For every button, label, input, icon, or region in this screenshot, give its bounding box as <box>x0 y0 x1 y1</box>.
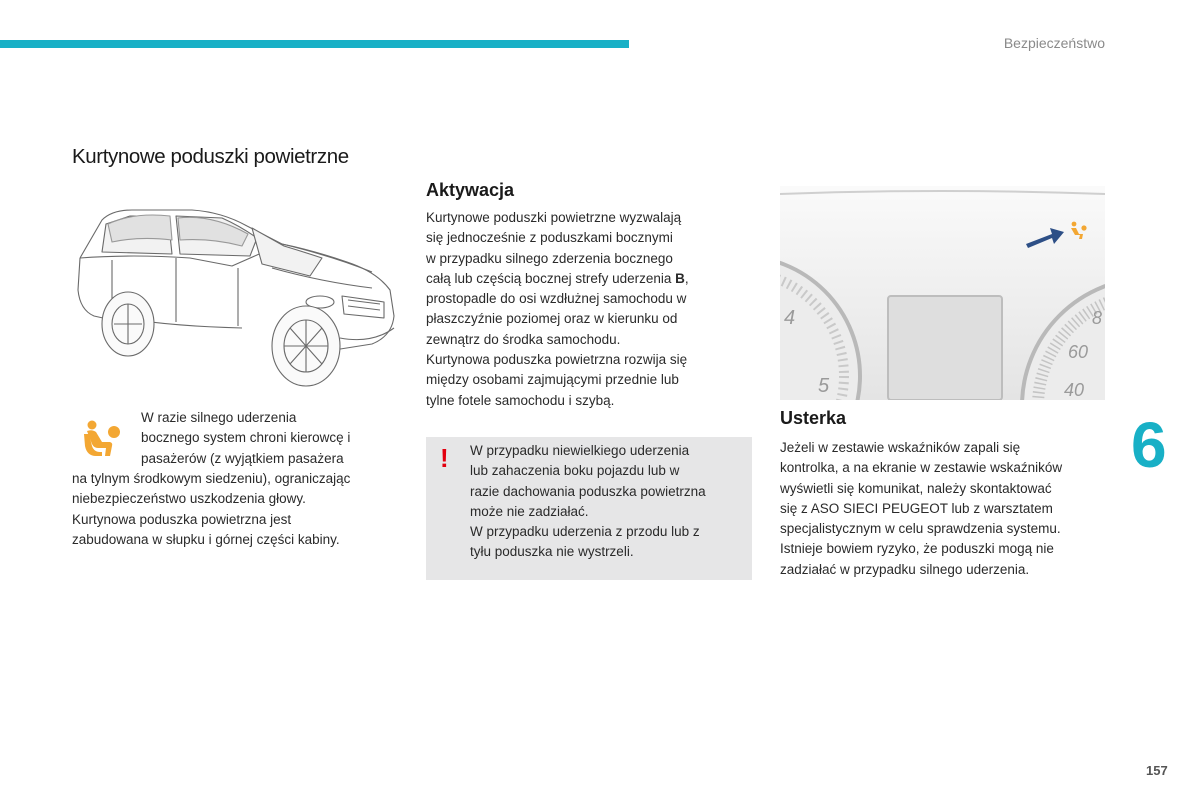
section-label: Bezpieczeństwo <box>1003 35 1105 51</box>
text-line: lub zahaczenia boku pojazdu lub w <box>470 463 680 479</box>
airbag-warning-icon <box>80 418 122 458</box>
text-line: na tylnym środkowym siedzeniu), ograniczając <box>72 471 351 486</box>
text-line: W przypadku niewielkiego uderzenia <box>470 443 690 458</box>
speed-label-60: 60 <box>1068 342 1089 362</box>
text-line: pasażerów (z wyjątkiem pasażera <box>141 450 344 466</box>
airbag-description-text <box>72 469 402 550</box>
text-line: może nie zadziałać. <box>470 503 589 519</box>
zone-b-marker: B <box>675 270 685 286</box>
activation-text <box>426 208 746 411</box>
text-line: razie dachowania poduszka powietrzna <box>470 483 706 499</box>
text-line: w przypadku silnego zderzenia bocznego <box>426 250 673 266</box>
text-line: tylne fotele samochodu i szybą. <box>426 392 615 408</box>
text-line: zabudowana w słupku i górnej części kabiny. <box>72 531 340 547</box>
warning-note-text <box>470 441 750 563</box>
warning-note-box <box>426 437 752 580</box>
text-line: Kurtynowa poduszka powietrzna jest <box>72 511 292 527</box>
text-line: się jednocześnie z poduszkami bocznymi <box>426 230 673 246</box>
text-segment: , <box>684 270 689 286</box>
chapter-number: 6 <box>1131 409 1167 481</box>
text-line: zewnątrz do środka samochodu. <box>426 331 621 347</box>
fault-heading: Usterka <box>780 408 847 428</box>
text-line: kontrolka, a na ekranie w zestawie wskaźników <box>780 460 1063 476</box>
exclamation-icon: ! <box>440 443 449 473</box>
text-line: W przypadku uderzenia z przodu lub z <box>470 524 700 540</box>
activation-heading: Aktywacja <box>426 180 515 200</box>
text-line <box>426 269 746 289</box>
tach-label-5: 5 <box>818 375 830 397</box>
text-segment: całą lub częścią bocznej strefy uderzenia <box>426 270 676 286</box>
text-line: W razie silnego uderzenia <box>141 410 297 425</box>
fault-text <box>780 438 1110 580</box>
text-line: między osobami zajmującymi przednie lub <box>426 372 679 388</box>
tach-label-4: 4 <box>784 307 796 329</box>
speed-label-40: 40 <box>1064 380 1085 400</box>
text-line: Istnieje bowiem ryzyko, że poduszki mogą nie <box>780 541 1054 557</box>
airbag-intro-text <box>141 408 391 469</box>
text-line: bocznego system chroni kierowcę i <box>141 430 351 446</box>
text-line: Kurtynowe poduszki powietrzne wyzwalają <box>426 210 682 225</box>
text-line: zadziałać w przypadku silnego uderzenia. <box>780 561 1030 577</box>
text-line: płaszczyźnie poziomej oraz w kierunku od <box>426 311 678 327</box>
instrument-cluster-airbag-warning-light <box>780 186 1105 400</box>
text-line: Kurtynowa poduszka powietrzna rozwija się <box>426 352 688 368</box>
page-title: Kurtynowe poduszki powietrzne <box>72 145 349 168</box>
text-line: Jeżeli w zestawie wskaźników zapali się <box>780 440 1021 455</box>
text-line: tyłu poduszka nie wystrzeli. <box>470 544 634 560</box>
text-line: niebezpieczeństwo uszkodzenia głowy. <box>72 491 306 507</box>
page-number: 157 <box>1146 763 1168 778</box>
header-accent-bar <box>0 40 629 48</box>
text-line: prostopadle do osi wzdłużnej samochodu w <box>426 291 687 307</box>
text-line: specjalistycznym w celu sprawdzenia systemu. <box>780 521 1061 537</box>
suv-curtain-airbags-illustration <box>72 198 402 393</box>
text-line: się z ASO SIECI PEUGEOT lub z warsztatem <box>780 500 1053 516</box>
text-line: wyświetli się komunikat, należy skontaktować <box>780 480 1052 496</box>
speed-label-8: 8 <box>1092 308 1103 328</box>
